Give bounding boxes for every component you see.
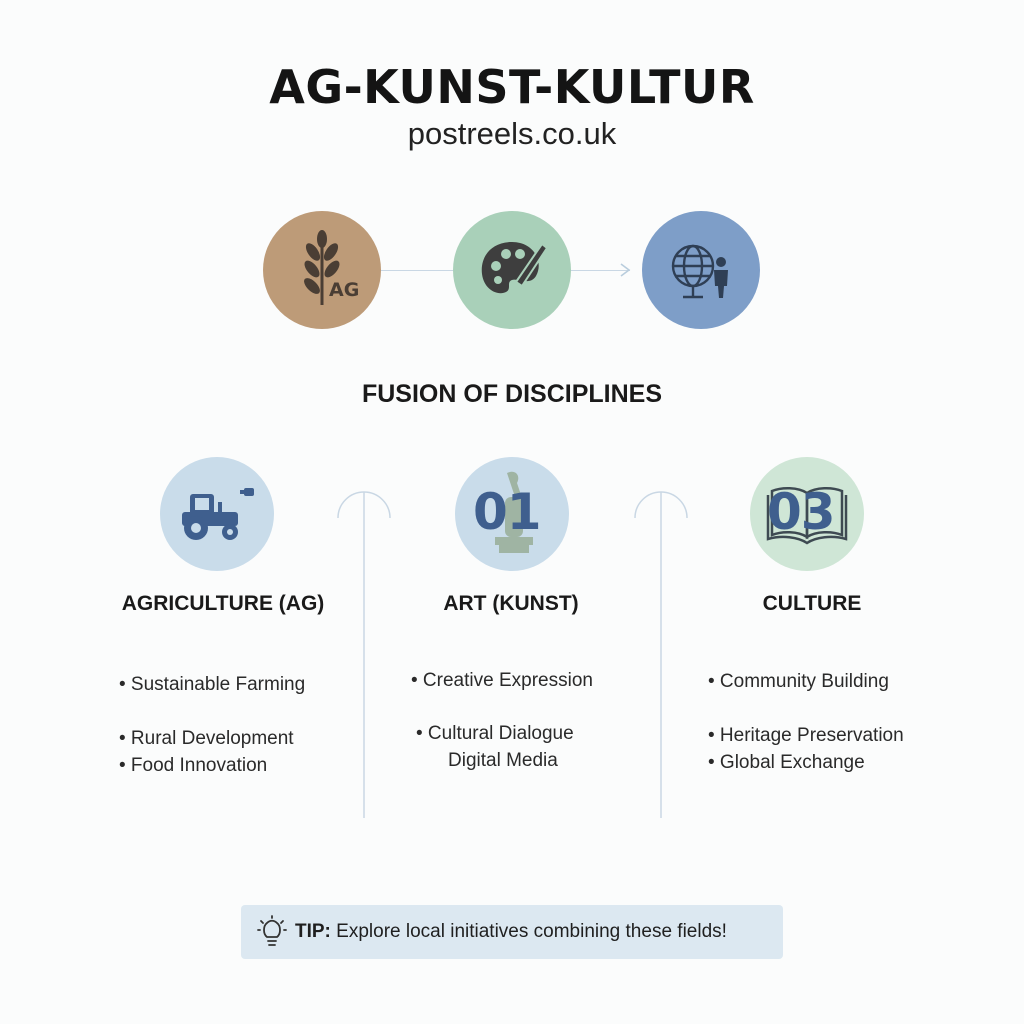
list-item: • Cultural Dialogue xyxy=(416,723,574,744)
arrow-head-icon xyxy=(618,262,634,278)
tip-label: TIP: xyxy=(295,921,331,942)
list-item: • Creative Expression xyxy=(411,670,593,691)
palette-icon xyxy=(472,230,552,310)
column-divider xyxy=(633,490,689,820)
culture-number: 03 xyxy=(767,483,835,541)
list-item: • Community Building xyxy=(708,671,889,692)
ag-label: AG xyxy=(329,279,360,301)
list-item: • Food Innovation xyxy=(119,755,268,776)
list-item: • Sustainable Farming xyxy=(119,674,306,695)
art-badge xyxy=(453,211,571,329)
tip-box xyxy=(241,905,783,959)
page-subtitle: postreels.co.uk xyxy=(407,116,617,151)
art-title: ART (KUNST) xyxy=(443,592,579,615)
section-heading: FUSION OF DISCIPLINES xyxy=(361,380,663,408)
art-number: 01 xyxy=(473,483,541,541)
list-item: • Heritage Preservation xyxy=(708,725,904,746)
lightbulb-icon xyxy=(257,915,287,949)
list-item: Digital Media xyxy=(448,750,558,771)
flow-connector-line xyxy=(381,270,455,271)
agriculture-icon-circle xyxy=(160,457,274,571)
page-title: AG-KUNST-KULTUR xyxy=(269,60,755,114)
culture-badge xyxy=(642,211,760,329)
art-icon-circle xyxy=(455,457,569,571)
tip-message: Explore local initiatives combining these fields! xyxy=(336,921,727,942)
agriculture-title: AGRICULTURE (AG) xyxy=(121,592,325,615)
wheat-icon xyxy=(277,225,367,315)
list-item: • Global Exchange xyxy=(708,752,865,773)
agriculture-badge xyxy=(263,211,381,329)
column-divider xyxy=(336,490,392,820)
tip-text xyxy=(295,921,727,943)
list-item: • Rural Development xyxy=(119,728,294,749)
culture-title: CULTURE xyxy=(762,592,862,615)
tractor-icon xyxy=(174,484,260,544)
globe-person-icon xyxy=(661,230,741,310)
culture-icon-circle xyxy=(750,457,864,571)
